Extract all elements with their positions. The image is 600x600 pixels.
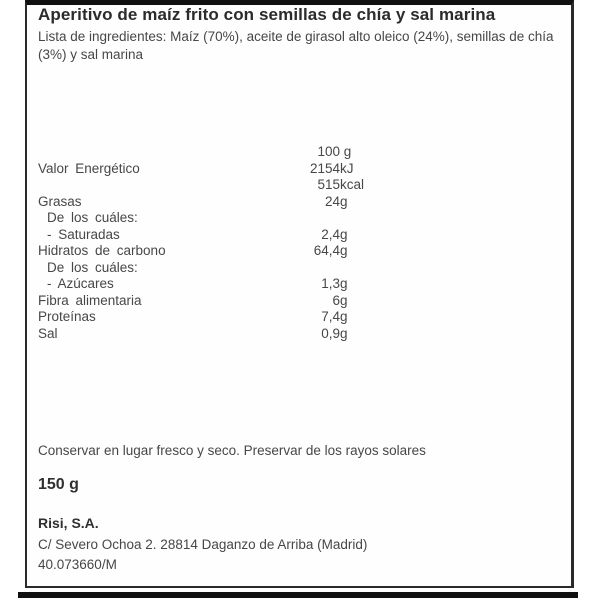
nutrition-header-unit: g — [340, 144, 352, 159]
nutrient-unit: g — [340, 325, 348, 341]
nutrient-label: Grasas — [38, 193, 82, 209]
nutrition-row-fat — [38, 194, 558, 211]
nutrition-row-sugars — [38, 276, 558, 293]
nutrition-row-saturates — [38, 227, 558, 244]
nutrient-unit: g — [340, 292, 348, 308]
nutrition-header-amount: 100 — [317, 144, 340, 159]
nutrient-label: Hidratos de carbono — [38, 243, 166, 258]
nutrient-unit: kcal — [340, 177, 365, 192]
nutrient-unit: g — [340, 243, 348, 258]
nutrient-label: De los cuáles: — [47, 259, 138, 275]
nutrition-row-energy-kcal — [38, 177, 558, 194]
manufacturer-address: C/ Severo Ochoa 2. 28814 Daganzo de Arriba (Madrid) — [38, 537, 368, 552]
nutrient-value: 24 — [324, 193, 340, 209]
nutrient-label: Proteínas — [38, 309, 96, 324]
nutrient-label: Fibra alimentaria — [38, 292, 142, 308]
nutrition-table — [38, 144, 558, 342]
nutrition-row-of-which-carbs — [38, 260, 558, 277]
nutrient-unit: g — [340, 226, 348, 242]
ingredients-text: Lista de ingredientes: Maíz (70%), aceite de girasol alto oleico (24%), semillas de chía (3%) y sal marina — [38, 29, 554, 62]
nutrient-label: - Azúcares — [47, 276, 114, 291]
nutrient-value: 1,3 — [321, 276, 340, 291]
nutrient-value: 64,4 — [313, 243, 340, 258]
nutrient-unit: g — [340, 309, 348, 324]
nutrition-column-header — [38, 144, 558, 161]
nutrient-value: 7,4 — [321, 309, 340, 324]
nutrient-label: Valor Energético — [38, 160, 140, 176]
nutrition-row-of-which-fat — [38, 210, 558, 227]
nutrition-row-protein — [38, 309, 558, 326]
manufacturer-name: Risi, S.A. — [38, 515, 99, 531]
nutrient-label: De los cuáles: — [47, 210, 138, 225]
nutrient-value: 515 — [317, 177, 340, 192]
product-title: Aperitivo de maíz frito con semillas de chía y sal marina — [38, 5, 496, 24]
nutrient-value: 0,9 — [321, 325, 340, 341]
storage-instructions: Conservar en lugar fresco y seco. Preservar de los rayos solares — [38, 443, 426, 458]
nutrient-unit: g — [340, 193, 348, 209]
nutrient-label: Sal — [38, 325, 58, 341]
nutrient-value: 2154 — [309, 160, 340, 176]
nutrition-row-fibre — [38, 293, 558, 310]
product-label — [25, 0, 574, 588]
nutrient-unit: kJ — [340, 160, 354, 176]
nutrition-row-energy — [38, 161, 558, 178]
nutrition-row-carbohydrate — [38, 243, 558, 260]
nutrient-label: - Saturadas — [47, 226, 120, 242]
nutrient-value: 6 — [332, 292, 340, 308]
nutrient-value: 2,4 — [321, 226, 340, 242]
net-weight: 150 g — [38, 476, 79, 493]
nutrition-row-salt — [38, 326, 558, 343]
registration-number: 40.073660/M — [38, 557, 117, 572]
nutrient-unit: g — [340, 276, 348, 291]
bottom-rule — [18, 592, 578, 598]
